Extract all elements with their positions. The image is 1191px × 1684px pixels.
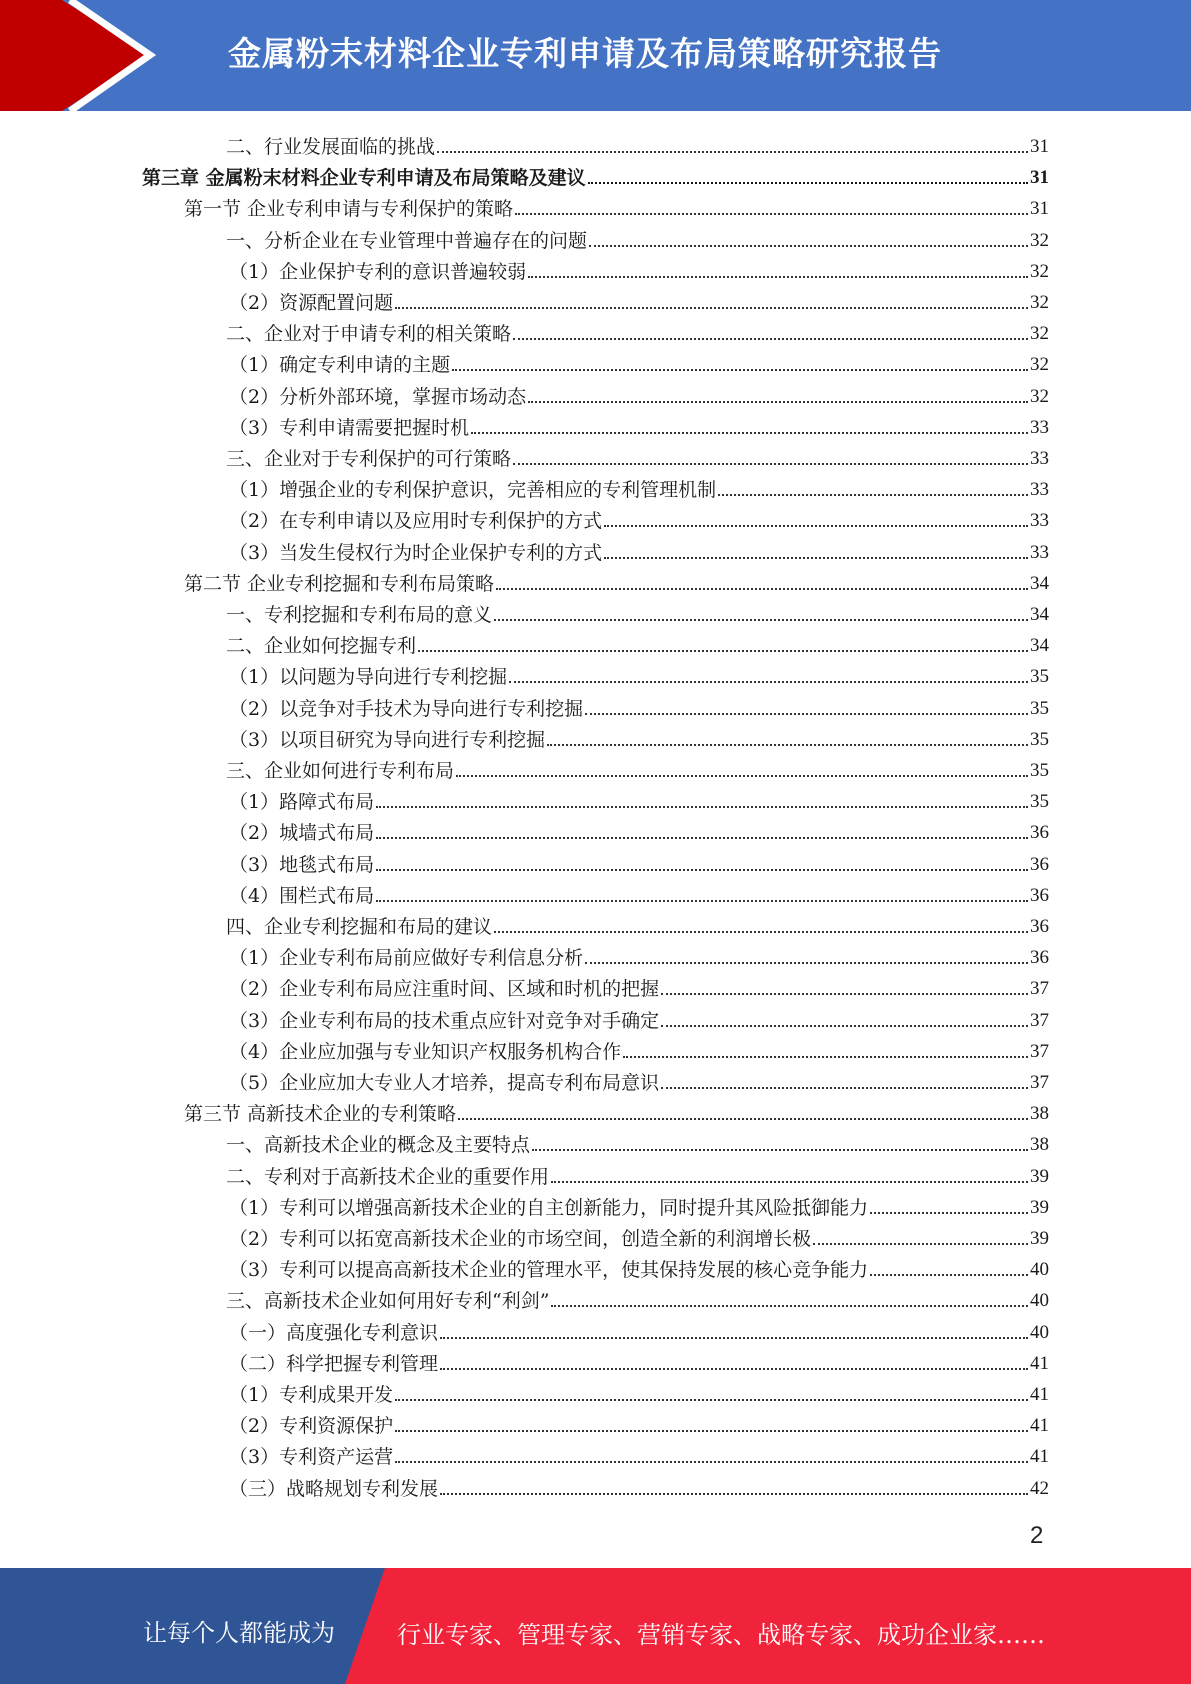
toc-entry-page: 31 <box>1030 136 1049 157</box>
toc-entry-label: （5）企业应加大专业人才培养，提高专利布局意识 <box>229 1072 660 1094</box>
toc-entry[interactable] <box>229 783 1049 814</box>
toc-entry[interactable] <box>226 1126 1049 1157</box>
toc-dot-leader <box>870 1273 1028 1276</box>
toc-dot-leader <box>585 961 1028 964</box>
toc-entry-label: （3）专利申请需要把握时机 <box>229 416 470 439</box>
toc-entry-page: 33 <box>1030 416 1049 438</box>
toc-dot-leader <box>496 587 1028 590</box>
toc-dot-leader <box>813 1242 1028 1245</box>
toc-entry-page: 33 <box>1030 541 1049 563</box>
toc-entry-page: 36 <box>1030 916 1049 937</box>
toc-entry[interactable] <box>229 1251 1049 1282</box>
toc-entry-page: 35 <box>1030 760 1049 781</box>
toc-dot-leader <box>395 1460 1028 1463</box>
toc-dot-leader <box>440 1492 1028 1495</box>
toc-dot-leader <box>376 868 1028 871</box>
toc-entry-label: （二）科学把握专利管理 <box>229 1352 439 1375</box>
toc-entry-page: 38 <box>1030 1134 1049 1156</box>
toc-entry[interactable] <box>229 658 1049 689</box>
toc-entry[interactable] <box>229 409 1049 440</box>
toc-entry-page: 39 <box>1030 1196 1049 1218</box>
toc-dot-leader <box>395 1398 1028 1401</box>
toc-entry-label: （2）企业专利布局应注重时间、区域和时机的把握 <box>229 978 660 1001</box>
toc-entry-label: （4）围栏式布局 <box>229 884 375 907</box>
toc-entry-page: 36 <box>1030 947 1049 969</box>
toc-dot-leader <box>395 306 1028 309</box>
toc-entry-page: 33 <box>1030 479 1049 501</box>
toc-dot-leader <box>528 275 1028 278</box>
toc-dot-leader <box>395 1429 1028 1432</box>
toc-entry[interactable] <box>229 846 1049 877</box>
toc-entry-page: 35 <box>1030 728 1049 750</box>
toc-entry-page: 41 <box>1030 1352 1049 1374</box>
toc-entry-page: 34 <box>1030 572 1049 594</box>
toc-section-entry[interactable] <box>184 565 1049 596</box>
toc-entry[interactable] <box>229 1220 1049 1251</box>
toc-dot-leader <box>870 1211 1028 1214</box>
toc-entry[interactable] <box>226 315 1049 346</box>
toc-entry[interactable] <box>229 970 1049 1001</box>
footer-slogan-left: 让每个人都能成为 <box>143 1619 335 1647</box>
toc-dot-leader <box>513 337 1028 340</box>
toc-entry-page: 31 <box>1030 198 1049 220</box>
toc-entry-label: 二、行业发展面临的挑战 <box>226 136 436 158</box>
toc-dot-leader <box>437 150 1028 153</box>
toc-entry[interactable] <box>229 721 1049 752</box>
toc-dot-leader <box>661 1024 1028 1027</box>
toc-entry-page: 32 <box>1030 354 1049 376</box>
toc-dot-leader <box>551 1180 1028 1183</box>
toc-entry-label: （1）增强企业的专利保护意识，完善相应的专利管理机制 <box>229 479 717 502</box>
toc-dot-leader <box>513 462 1028 465</box>
toc-entry-label: 二、企业对于申请专利的相关策略 <box>226 323 512 346</box>
toc-entry[interactable] <box>229 814 1049 845</box>
toc-entry-label: （2）资源配置问题 <box>229 292 394 314</box>
toc-dot-leader <box>376 899 1028 902</box>
toc-entry-page: 40 <box>1030 1290 1049 1312</box>
toc-dot-leader <box>604 524 1028 527</box>
toc-chapter-entry[interactable] <box>142 159 1049 190</box>
toc-entry-page: 35 <box>1030 791 1049 813</box>
toc-entry[interactable] <box>229 1314 1049 1345</box>
toc-entry-label: 三、高新技术企业如何用好专利“利剑” <box>226 1290 550 1313</box>
toc-entry[interactable] <box>229 502 1049 533</box>
toc-entry-page: 33 <box>1030 448 1049 469</box>
toc-entry-page: 37 <box>1030 1072 1049 1093</box>
toc-entry[interactable] <box>226 128 1049 159</box>
toc-entry-label: （1）路障式布局 <box>229 791 375 814</box>
toc-entry-page: 35 <box>1030 666 1049 688</box>
toc-dot-leader <box>588 181 1028 184</box>
toc-dot-leader <box>376 836 1028 839</box>
report-title: 金属粉末材料企业专利申请及布局策略研究报告 <box>228 34 942 73</box>
toc-entry-page: 36 <box>1030 884 1049 906</box>
toc-entry[interactable] <box>229 1033 1049 1064</box>
toc-entry-label: （2）专利可以拓宽高新技术企业的市场空间，创造全新的利润增长极 <box>229 1228 812 1250</box>
toc-section-entry[interactable] <box>184 1095 1049 1126</box>
toc-dot-leader <box>471 431 1028 434</box>
toc-dot-leader <box>532 1148 1028 1151</box>
toc-entry[interactable] <box>226 596 1049 627</box>
toc-dot-leader <box>458 1117 1028 1120</box>
toc-entry[interactable] <box>229 1376 1049 1407</box>
toc-dot-leader <box>418 649 1028 652</box>
toc-entry-label: （2）专利资源保护 <box>229 1415 394 1438</box>
toc-entry-label: 一、分析企业在专业管理中普遍存在的问题 <box>226 229 588 252</box>
toc-entry-label: （2）在专利申请以及应用时专利保护的方式 <box>229 510 603 533</box>
toc-entry[interactable] <box>229 1438 1049 1469</box>
toc-entry[interactable] <box>226 222 1049 253</box>
toc-entry-page: 40 <box>1030 1259 1049 1281</box>
toc-entry-label: （3）企业专利布局的技术重点应针对竞争对手确定 <box>229 1009 660 1032</box>
toc-entry[interactable] <box>226 752 1049 783</box>
toc-dot-leader <box>589 244 1028 247</box>
toc-entry[interactable] <box>229 1407 1049 1438</box>
toc-entry-label: （1）专利成果开发 <box>229 1384 394 1406</box>
toc-entry-label: （3）专利可以提高高新技术企业的管理水平，使其保持发展的核心竞争能力 <box>229 1259 869 1282</box>
page-number: 2 <box>1030 1522 1044 1549</box>
toc-entry-label: 二、企业如何挖掘专利 <box>226 635 417 658</box>
toc-entry-label: 三、企业对于专利保护的可行策略 <box>226 448 512 470</box>
toc-entry[interactable] <box>226 440 1049 471</box>
toc-entry[interactable] <box>229 471 1049 502</box>
toc-entry-label: 第三章 金属粉末材料企业专利申请及布局策略及建议 <box>142 167 586 190</box>
toc-entry-page: 32 <box>1030 260 1049 282</box>
toc-dot-leader <box>494 930 1028 933</box>
toc-entry-page: 34 <box>1030 604 1049 625</box>
toc-entry-label: （3）当发生侵权行为时企业保护专利的方式 <box>229 541 603 564</box>
toc-entry-page: 39 <box>1030 1228 1049 1249</box>
toc-dot-leader <box>604 556 1028 559</box>
toc-entry-label: （3）地毯式布局 <box>229 853 375 876</box>
toc-entry[interactable] <box>226 1282 1049 1313</box>
toc-entry-label: 一、专利挖掘和专利布局的意义 <box>226 604 493 626</box>
toc-entry[interactable] <box>229 1189 1049 1220</box>
toc-entry-label: （2）分析外部环境，掌握市场动态 <box>229 385 527 408</box>
toc-entry[interactable] <box>229 253 1049 284</box>
toc-dot-leader <box>661 1086 1028 1089</box>
toc-entry-page: 38 <box>1030 1103 1049 1125</box>
toc-dot-leader <box>585 712 1028 715</box>
toc-entry-page: 35 <box>1030 697 1049 719</box>
toc-entry-page: 33 <box>1030 510 1049 532</box>
toc-entry-label: （3）以项目研究为导向进行专利挖掘 <box>229 728 546 751</box>
toc-entry-label: （一）高度强化专利意识 <box>229 1321 439 1344</box>
toc-entry-page: 40 <box>1030 1321 1049 1343</box>
toc-entry-page: 32 <box>1030 292 1049 313</box>
toc-dot-leader <box>509 680 1028 683</box>
toc-entry-label: 第二节 企业专利挖掘和专利布局策略 <box>184 572 495 595</box>
toc-entry[interactable] <box>229 1064 1049 1095</box>
page-footer <box>0 1568 1191 1684</box>
toc-entry-page: 37 <box>1030 1040 1049 1062</box>
toc-section-entry[interactable] <box>184 190 1049 221</box>
toc-dot-leader <box>515 212 1028 215</box>
toc-dot-leader <box>376 805 1028 808</box>
page-header <box>0 0 1191 111</box>
toc-entry[interactable] <box>229 877 1049 908</box>
toc-entry-label: 四、企业专利挖掘和布局的建议 <box>226 916 493 938</box>
toc-entry-label: （3）专利资产运营 <box>229 1446 394 1469</box>
toc-dot-leader <box>452 368 1028 371</box>
toc-entry-label: （4）企业应加强与专业知识产权服务机构合作 <box>229 1040 622 1063</box>
toc-entry[interactable] <box>226 1158 1049 1189</box>
toc-dot-leader <box>547 743 1028 746</box>
toc-entry-page: 36 <box>1030 822 1049 844</box>
toc-entry[interactable] <box>229 1470 1049 1501</box>
toc-entry[interactable] <box>229 378 1049 409</box>
toc-entry-page: 32 <box>1030 229 1049 251</box>
toc-entry-label: （三）战略规划专利发展 <box>229 1477 439 1500</box>
toc-entry-label: （1）企业专利布局前应做好专利信息分析 <box>229 947 584 970</box>
toc-dot-leader <box>456 774 1028 777</box>
toc-entry-page: 41 <box>1030 1415 1049 1437</box>
toc-entry-page: 41 <box>1030 1446 1049 1468</box>
toc-dot-leader <box>528 400 1028 403</box>
toc-entry-label: 三、企业如何进行专利布局 <box>226 760 455 782</box>
toc-entry-label: （1）专利可以增强高新技术企业的自主创新能力，同时提升其风险抵御能力 <box>229 1196 869 1219</box>
toc-entry-page: 32 <box>1030 323 1049 345</box>
toc-entry[interactable] <box>229 346 1049 377</box>
toc-entry-page: 34 <box>1030 635 1049 657</box>
toc-dot-leader <box>494 618 1028 621</box>
toc-entry-label: 第三节 高新技术企业的专利策略 <box>184 1103 457 1126</box>
toc-dot-leader <box>661 992 1028 995</box>
toc-entry-label: （1）以问题为导向进行专利挖掘 <box>229 666 508 689</box>
toc-entry-label: （1）企业保护专利的意识普遍较弱 <box>229 260 527 283</box>
toc-entry[interactable] <box>229 1002 1049 1033</box>
toc-entry[interactable] <box>226 627 1049 658</box>
toc-entry-label: 一、高新技术企业的概念及主要特点 <box>226 1134 531 1157</box>
toc-entry-page: 32 <box>1030 385 1049 407</box>
toc-entry-label: （1）确定专利申请的主题 <box>229 354 451 377</box>
toc-entry[interactable] <box>229 939 1049 970</box>
toc-entry-label: 第一节 企业专利申请与专利保护的策略 <box>184 198 514 221</box>
toc-entry-page: 37 <box>1030 978 1049 1000</box>
toc-entry[interactable] <box>226 908 1049 939</box>
toc-entry[interactable] <box>229 284 1049 315</box>
toc-dot-leader <box>551 1304 1028 1307</box>
toc-entry-label: 二、专利对于高新技术企业的重要作用 <box>226 1165 550 1188</box>
toc-entry-page: 42 <box>1030 1477 1049 1499</box>
toc-entry-page: 39 <box>1030 1165 1049 1187</box>
toc-dot-leader <box>623 1055 1028 1058</box>
toc-entry-page: 36 <box>1030 853 1049 875</box>
footer-slogan-right: 行业专家、管理专家、营销专家、战略专家、成功企业家…… <box>397 1621 1045 1649</box>
toc-entry-page: 37 <box>1030 1009 1049 1031</box>
toc-dot-leader <box>718 493 1028 496</box>
toc-entry[interactable] <box>229 1345 1049 1376</box>
toc-entry-label: （2）以竞争对手技术为导向进行专利挖掘 <box>229 697 584 720</box>
toc-entry[interactable] <box>229 534 1049 565</box>
toc-entry-label: （2）城墙式布局 <box>229 822 375 845</box>
toc-dot-leader <box>440 1367 1028 1370</box>
toc-dot-leader <box>440 1336 1028 1339</box>
toc-entry-page: 41 <box>1030 1384 1049 1405</box>
toc-entry[interactable] <box>229 690 1049 721</box>
toc-entry-page: 31 <box>1030 167 1049 189</box>
